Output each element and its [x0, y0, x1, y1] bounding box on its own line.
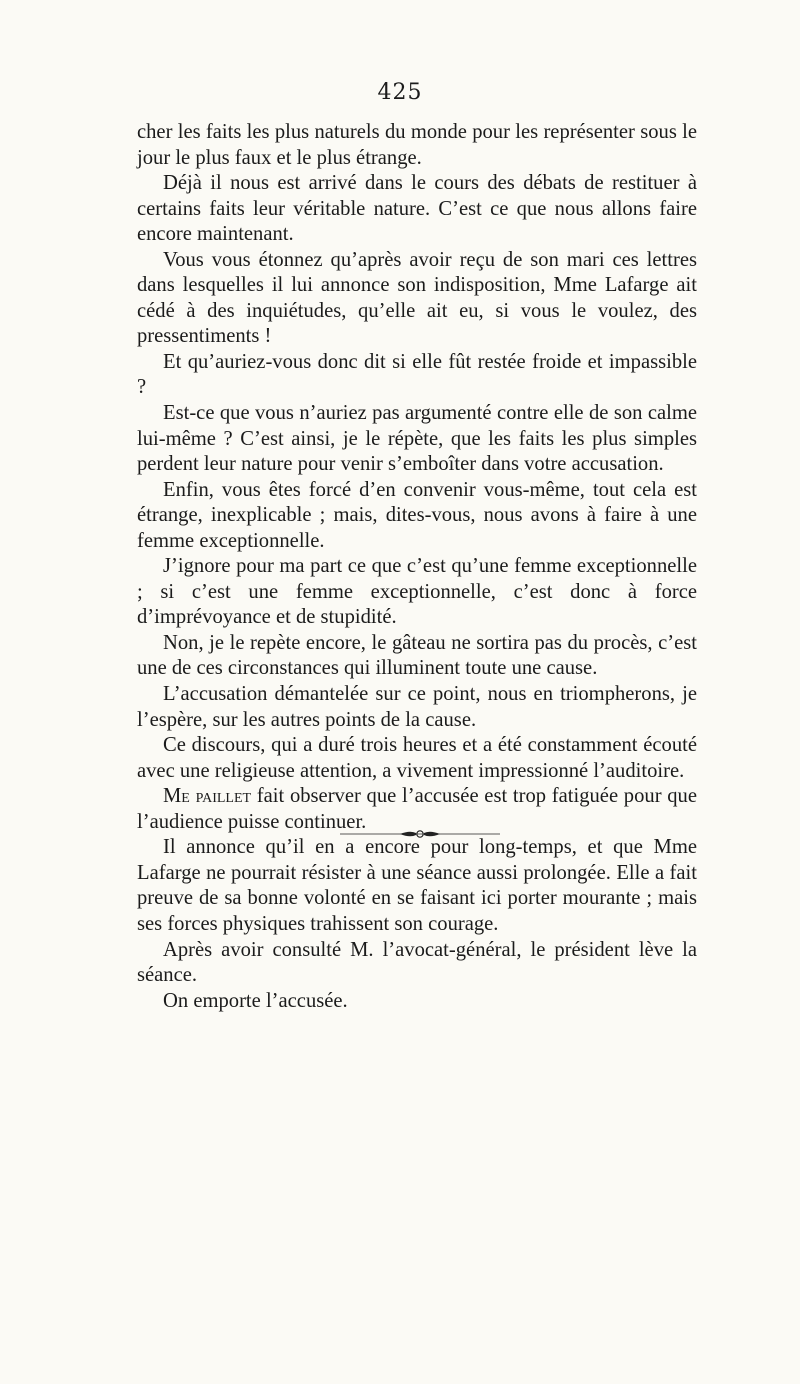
paragraph: J’ignore pour ma part ce que c’est qu’une femme exceptionnelle ; si c’est une femme exceptionnelle, c’est donc à force d’imprévoyance et de stupidité. — [137, 555, 697, 629]
ornamental-rule-icon — [340, 829, 500, 839]
paillet-name: paillet — [195, 785, 252, 808]
paragraph: Vous vous étonnez qu’après avoir reçu de son mari ces lettres dans lesquelles il lui annonce son indisposition, Mme Lafarge ait cédé à des inquiétudes, qu’elle ait eu, si vous le voulez, des pressentiments ! — [137, 248, 697, 348]
page-number: 425 — [377, 80, 423, 105]
paillet-text: fait observer que l’accusée est trop fatiguée pour que l’audience puisse continuer. — [137, 785, 697, 833]
paragraph: Il annonce qu’il en a encore pour long-temps, et que Mme Lafarge ne pourrait résister à une séance aussi prolongée. Elle a fait preuve de sa bonne volonté en se faisant ici porter mourante ; mais ses forces physiques trahissent son courage. — [137, 836, 697, 935]
paragraph-paillet — [137, 784, 697, 835]
paillet-prefix: Me — [163, 785, 190, 808]
paragraph: Après avoir consulté M. l’avocat-général, le président lève la séance. — [137, 938, 697, 987]
paragraph: Non, je le repète encore, le gâteau ne sortira pas du procès, c’est une de ces circonstances qui illuminent toute une cause. — [137, 631, 697, 680]
paragraph: Déjà il nous est arrivé dans le cours des débats de restituer à certains faits leur véritable nature. C’est ce que nous allons faire encore maintenant. — [137, 172, 697, 246]
paragraph: L’accusation démantelée sur ce point, nous en triompherons, je l’espère, sur les autres points de la cause. — [137, 683, 697, 731]
paragraph: Est-ce que vous n’auriez pas argumenté contre elle de son calme lui-même ? C’est ainsi, je le répète, que les faits les plus simples perdent leur nature pour venir s’emboîter dans votre accusation. — [137, 402, 697, 476]
body-text — [137, 120, 697, 1014]
paragraph: Ce discours, qui a duré trois heures et a été constamment écouté avec une religieuse attention, a vivement impressionné l’auditoire. — [137, 734, 697, 782]
paragraph: On emporte l’accusée. — [163, 989, 348, 1012]
paragraph: Enfin, vous êtes forcé d’en convenir vous-même, tout cela est étrange, inexplicable ; mais, dites-vous, nous avons à faire à une femme exceptionnelle. — [137, 478, 697, 552]
paragraph: cher les faits les plus naturels du monde pour les représenter sous le jour le plus faux et le plus étrange. — [137, 121, 697, 169]
paragraph: Et qu’auriez-vous donc dit si elle fût restée froide et impassible ? — [137, 350, 697, 399]
